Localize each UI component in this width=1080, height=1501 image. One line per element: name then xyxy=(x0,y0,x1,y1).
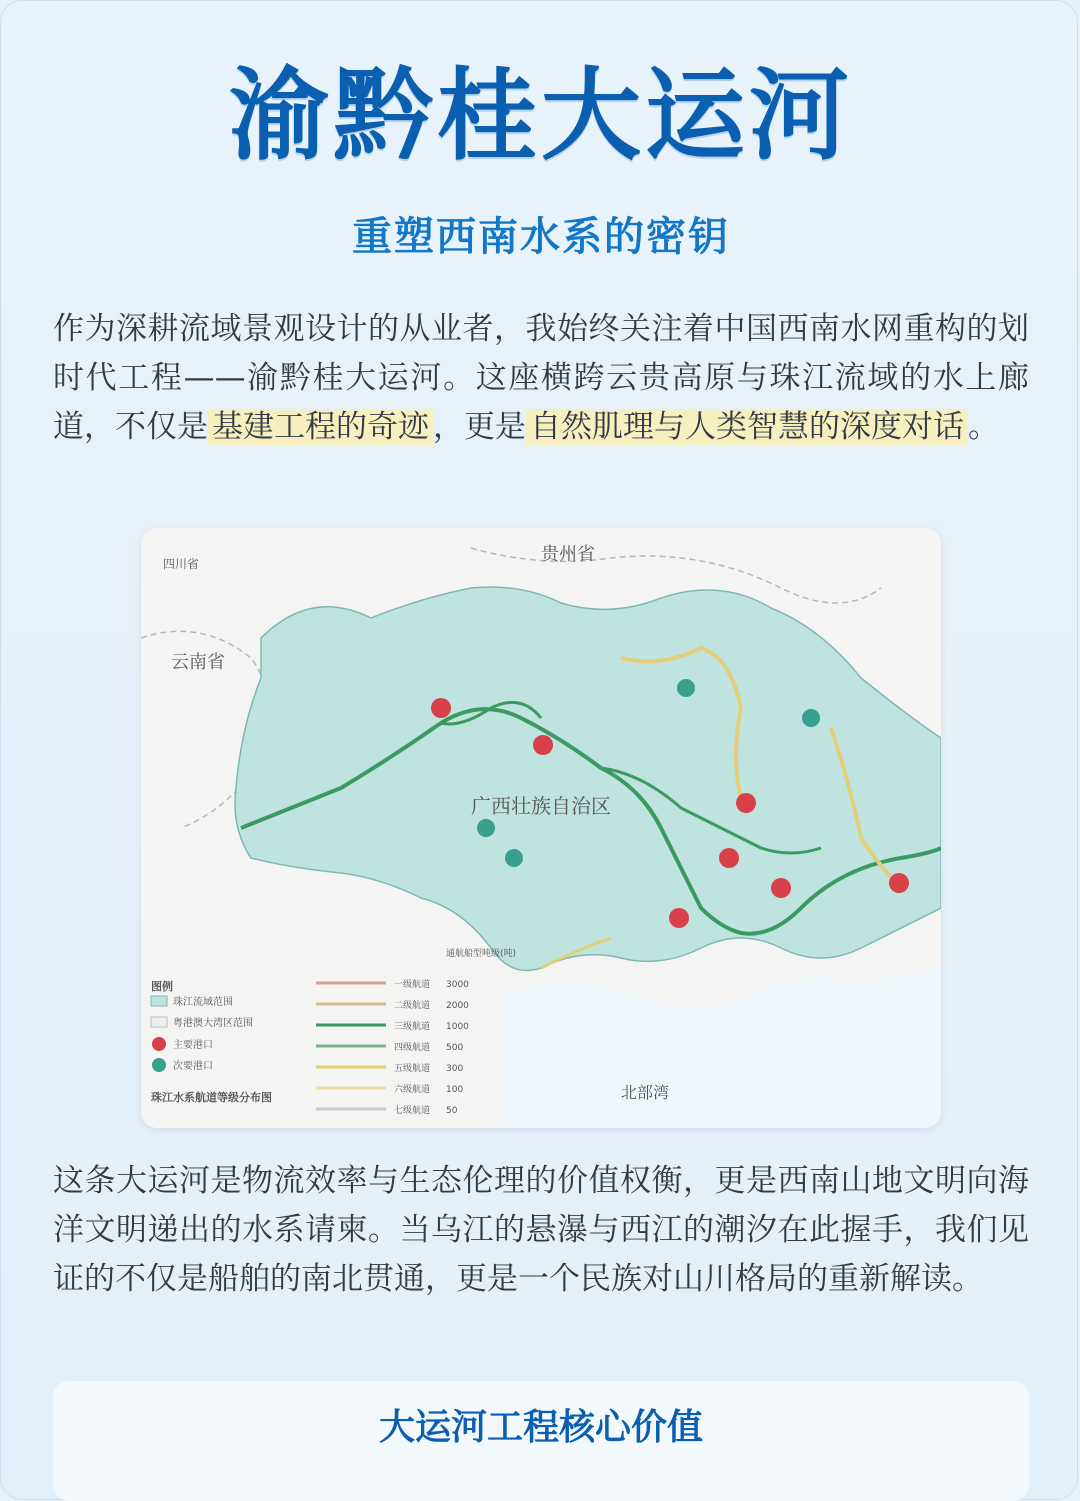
major-port-marker xyxy=(889,873,909,893)
grade-tons-2: 2000 xyxy=(446,1001,469,1011)
intro-text-3: 。 xyxy=(968,409,999,445)
page-subtitle: 重塑西南水系的密钥 xyxy=(352,214,730,260)
grade-name-6: 六级航道 xyxy=(394,1085,431,1095)
major-port-marker xyxy=(431,698,451,718)
map-label-beibu-gulf: 北部湾 xyxy=(621,1083,670,1102)
highlight-2: 自然肌理与人类智慧的深度对话 xyxy=(526,409,968,445)
grade-tons-4: 500 xyxy=(446,1043,464,1053)
legend-swatch-bay-area xyxy=(151,1017,167,1027)
minor-port-marker xyxy=(802,709,820,727)
basin-area xyxy=(235,587,941,971)
legend-item-minor-port: 次要港口 xyxy=(173,1061,213,1072)
map-label-sichuan: 四川省 xyxy=(163,557,200,571)
major-port-marker xyxy=(533,735,553,755)
core-value-card xyxy=(53,1381,1029,1501)
major-port-marker xyxy=(719,848,739,868)
minor-port-marker xyxy=(677,679,695,697)
legend-swatch-basin xyxy=(151,996,167,1006)
page-title: 渝黔桂大运河 xyxy=(229,57,853,174)
grade-tons-5: 300 xyxy=(446,1064,464,1074)
map-label-guizhou: 贵州省 xyxy=(541,544,595,565)
intro-text-1: 作为深耕流域景观设计的从业者，我始终关注着中国西南水网重构的划时代工程——渝黔桂大运河。这座横跨云贵高原与珠江流域的水上廊道，不仅是 xyxy=(53,311,1029,445)
waterway-map-image xyxy=(141,528,941,1128)
intro-paragraph xyxy=(53,305,1029,452)
map-label-yunnan: 云南省 xyxy=(171,652,225,673)
grade-tons-1: 3000 xyxy=(446,980,469,990)
grade-name-7: 七级航道 xyxy=(394,1106,431,1116)
legend-title: 图例 xyxy=(151,980,173,993)
minor-port-marker xyxy=(505,849,523,867)
map-label-guangxi: 广西壮族自治区 xyxy=(471,794,611,818)
body-paragraph: 这条大运河是物流效率与生态伦理的价值权衡，更是西南山地文明向海洋文明递出的水系请柬。当乌江的悬瀑与西江的潮汐在此握手，我们见证的不仅是船舶的南北贯通，更是一个民族对山川格局的重新解读。 xyxy=(53,1163,1029,1297)
major-port-marker xyxy=(771,878,791,898)
map-caption: 珠江水系航道等级分布图 xyxy=(151,1091,272,1104)
grade-name-1: 一级航道 xyxy=(394,980,431,990)
grade-name-4: 四级航道 xyxy=(394,1043,431,1053)
sea-area xyxy=(501,968,941,1128)
core-value-title: 大运河工程核心价值 xyxy=(378,1407,703,1448)
major-port-marker xyxy=(669,908,689,928)
grade-tons-6: 100 xyxy=(446,1085,464,1095)
waterway-map xyxy=(141,528,941,1128)
minor-port-marker xyxy=(477,819,495,837)
grade-tons-3: 1000 xyxy=(446,1022,469,1032)
legend-item-major-port: 主要港口 xyxy=(173,1040,213,1051)
intro-text-2: ，更是 xyxy=(433,409,526,445)
highlight-1: 基建工程的奇迹 xyxy=(208,409,433,445)
legend-item-bay-area: 粤港澳大湾区范围 xyxy=(173,1018,253,1029)
grade-name-5: 五级航道 xyxy=(394,1064,431,1074)
grade-header: 通航船型吨级(吨) xyxy=(446,949,517,959)
grade-name-2: 二级航道 xyxy=(394,1001,431,1011)
grade-tons-7: 50 xyxy=(446,1106,458,1116)
legend-swatch-minor-port xyxy=(152,1058,166,1072)
legend-item-basin: 珠江流域范围 xyxy=(173,997,233,1008)
major-port-marker xyxy=(736,793,756,813)
grade-name-3: 三级航道 xyxy=(394,1022,431,1032)
legend-swatch-major-port xyxy=(152,1037,166,1051)
